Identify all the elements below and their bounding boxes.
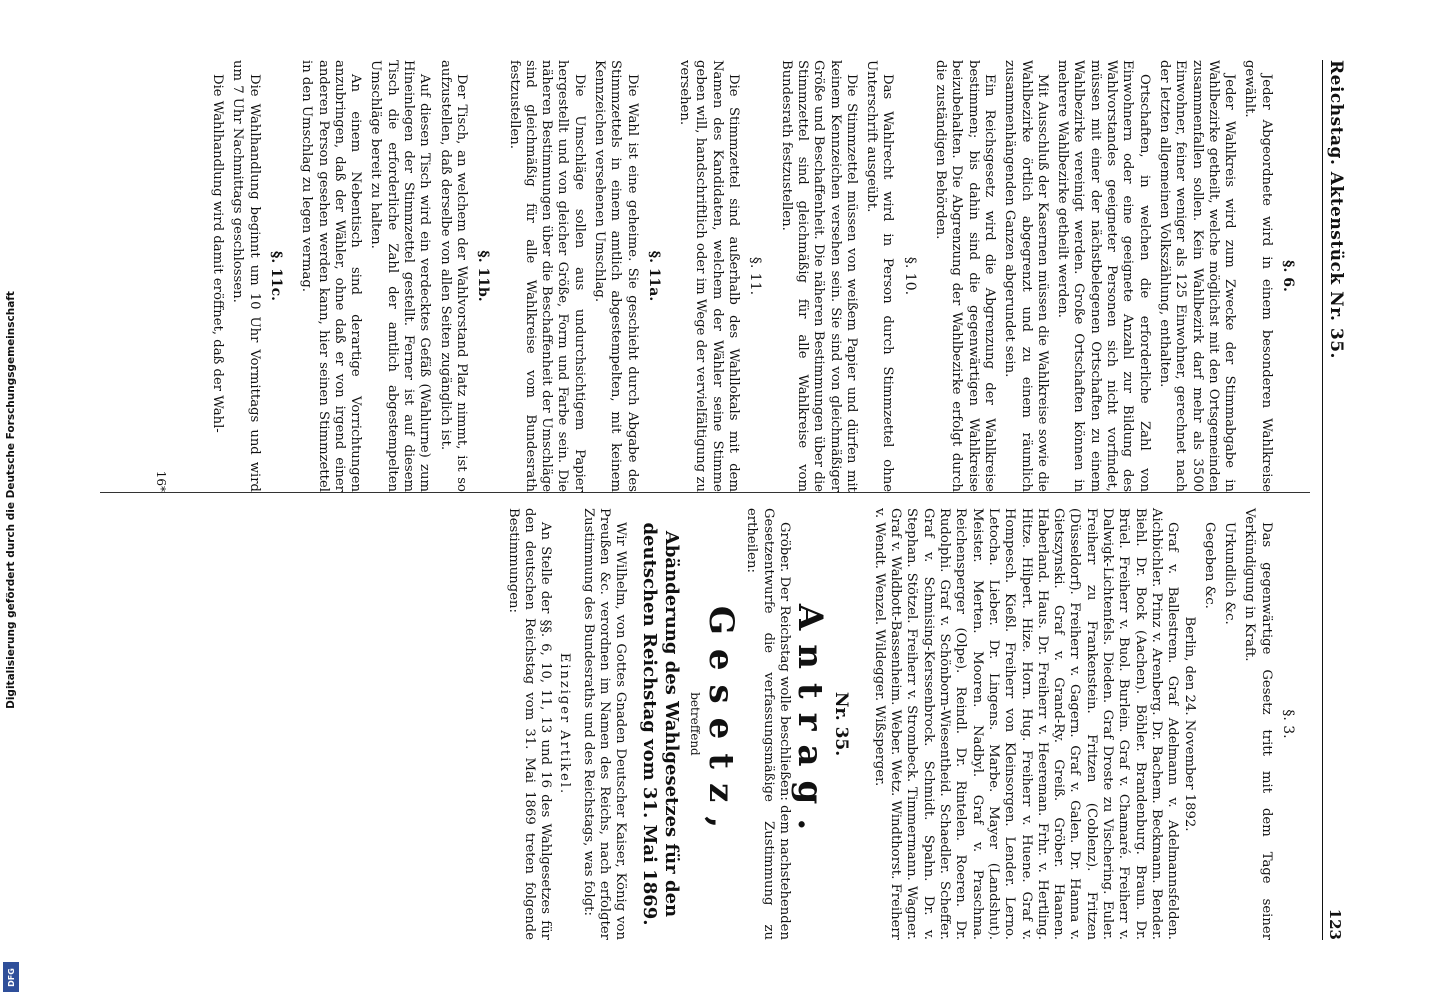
left-column: [152, 60, 1310, 492]
left-column-section-heading: §. 11b.: [475, 250, 492, 302]
page-title: Reichstag. Aktenstück Nr. 35.: [1326, 60, 1346, 359]
digitization-footer: [0, 0, 22, 1000]
footer-credit: Digitalisierung gefördert durch die Deutsche Forschungsgemeinschaft: [5, 291, 18, 709]
column-divider: [100, 492, 1310, 493]
page-signature-mark: 16*: [153, 470, 168, 492]
right-column-center-text: Berlin, den 24. November 1892.: [1181, 616, 1197, 832]
left-column-paragraph: Die Stimmzettel müssen von weißem Papier und dürfen mit keinem Kennzeichen versehen sein. Sie sind von gleichmäßiger Größe und Beschaffenheit. Die näheren Bestimmungen über die Stimmzettel sind gleichmäßig für alle Wahlkreise vom Bundesrath festzustellen.: [778, 60, 859, 492]
left-column-paragraph: Die Wahlhandlung beginnt um 10 Uhr Vormittags und wird um 7 Uhr Nachmittags geschlossen.: [230, 60, 262, 492]
right-column-paragraph: Graf v. Ballestrem. Graf Adelmann v. Adelmannsfelden. Aichbichler. Prinz v. Arenberg. Dr. Bachem. Beckmann. Bender. Biehl. Dr. Bock (Aachen). Böhler. Brandenburg. Braun. Dr. Brüel. Freiherr v. Buol. Burlein. Graf v. Chamaré. Freiherr v. Dalwigk-Lichtenfels. Dieden. Graf Droste zu Vischering. Euler. Freiherr zu Frankenstein. Fritzen (Coblenz). Fritzen (Düsseldorf). Freiherr v. Gagern. Graf v. Galen. Dr. Hanna v. Gietszynski. Graf v. Grand-Ry. Greiß. Gröber. Haanen. Haberland. Haus. Dr. Freiherr v. Heereman. Frhr. v. Hertling. Hitze. Hilpert. Hize. Horn. Hug. Freiherr v. Huene. Graf v. Hompesch. Kießl. Freiherr von Kleinsorgen. Lender. Lerno. Letocha. Lieber. Dr. Lingens. Marbe. Mayer (Landshut). Meister. Merten. Mooren. Nadbyl. Graf v. Praschma. Reichensperger (Olpe). Reindl. Dr. Rintelen. Roeren. Dr. Rudolphi. Graf v. Schönborn-Wiesentheid. Schaedler. Scheffer. Graf v. Schmising-Kerssenbrock. Schmidt. Spahn. Dr. v. Stephan. Stötzel. Freiherr v. Strombeck. Timmermann. Wagner. Graf v. Waldbott-Bassenheim. Weber. Wetz. Windthorst. Freiherr v. Wendt. Wenzel. Wildegger. Wißsperger.: [871, 508, 1181, 940]
right-column-small-text: betreffend: [687, 692, 702, 756]
dfg-logo-text: DFG: [6, 967, 16, 987]
right-column-big-text: Antrag.: [790, 603, 831, 845]
left-column-paragraph: Das Wahlrecht wird in Person durch Stimmzettel ohne Unterschrift ausgeübt.: [864, 60, 896, 492]
right-column-nr-text: Nr. 35.: [830, 691, 851, 757]
left-column-section-heading: §. 11c.: [267, 251, 284, 301]
right-column-paragraph: Das gegenwärtige Gesetz tritt mit dem Tage seiner Verkündigung in Kraft.: [1242, 508, 1274, 940]
left-column-paragraph: Auf diesen Tisch wird ein verdecktes Gefäß (Wahlurne) zum Hineinlegen der Stimmzettel gestellt. Ferner ist auf diesem Tisch die erforderliche Zahl der amtlich abgestempelten Umschläge bereit zu halten.: [368, 60, 433, 492]
left-column-section-heading: §. 11a.: [645, 250, 662, 302]
left-column-paragraph: Ortschaften, in welchen die erforderliche Zahl von Einwohnern oder eine geeignete Anzahl zur Bildung des Wahlvorstandes geeigneter Personen sich nicht vorfindet, müssen mit einer der nächstbelegenen Ortschaften zu einem Wahlbezirke vereinigt werden. Große Ortschaften können in mehrere Wahlbezirke getheilt werden.: [1055, 60, 1152, 492]
right-column-sub-text: Abänderung des Wahlgesetzes für den deutschen Reichstag vom 31. Mai 1869.: [639, 522, 683, 926]
right-column-paragraph: Gröber. Der Reichstag wolle beschließen: dem nachstehenden Gesetzentwurfe die verfassungsmäßige Zustimmung zu ertheilen:: [744, 508, 792, 940]
left-column-paragraph: Mit Ausschluß der Kasernen müssen die Wahlkreise sowie die Wahlbezirke örtlich abgegrenzt und zu einem räumlich zusammenhängenden Ganzen abgerundet sein.: [1002, 60, 1050, 492]
left-column-section-heading: §. 11.: [747, 256, 764, 296]
dfg-logo: [3, 962, 19, 992]
left-column-paragraph: Die Wahlhandlung wird damit eröffnet, daß der Wahl-: [210, 74, 226, 433]
left-column-section-heading: §. 6.: [1280, 260, 1296, 292]
right-column: [500, 508, 1310, 940]
left-column-section-heading: §. 10.: [901, 256, 918, 296]
right-column-paragraph: Urkundlich &c.: [1222, 522, 1238, 625]
left-column-paragraph: Die Umschläge sollen aus undurchsichtigem Papier hergestellt und von gleicher Größe, Form und Farbe sein. Die näheren Bestimmungen über die Beschaffenheit der Umschläge sind gleichmäßig für alle Wahlkreise vom Bundesrath festzustellen.: [506, 60, 587, 492]
left-column-paragraph: Die Wahl ist eine geheime. Sie geschieht durch Abgabe des Stimmzettels in einem amtlich abgestempelten, mit keinem Kennzeichen versehenen Umschlag.: [592, 60, 640, 492]
left-column-paragraph: Jeder Abgeordnete wird in einem besonderen Wahlkreise gewählt.: [1242, 60, 1274, 492]
page-header: [1322, 60, 1362, 940]
left-column-paragraph: Jeder Wahlkreis wird zum Zwecke der Stimmabgabe in Wahlbezirke getheilt, welche möglichst mit den Ortsgemeinden zusammenfallen sollen. Kein Wahlbezirk darf mehr als 3500 Einwohner, feiner weniger als 125 Einwohner, gerechnet nach der letzten allgemeinen Volkszählung, enthalten.: [1156, 60, 1238, 492]
right-column-art-text: Einziger Artikel.: [556, 652, 572, 796]
right-column-paragraph: Wir Wilhelm, von Gottes Gnaden Deutscher Kaiser, König von Preußen &c. verordnen im Namen des Reichs, nach erfolgter Zustimmung des Bundesraths und des Reichstags, was folgt:: [580, 508, 629, 940]
left-column-paragraph: Die Stimmzettel sind außerhalb des Wahllokals mit dem Namen des Kandidaten, welchem der Wähler seine Stimme geben will, handschriftlich oder im Wege der vervielfältigung zu versehen.: [677, 60, 742, 492]
right-column-paragraph: Gegeben &c.: [1201, 522, 1217, 609]
right-column-paragraph: An Stelle der §§. 6, 10, 11, 13 und 16 des Wahlgesetzes für den deutschen Reichstag vom 31. Mai 1869 treten folgende Bestimmungen:: [505, 508, 554, 940]
left-column-paragraph: Der Tisch, an welchem der Wahlvorstand Platz nimmt, ist so aufzustellen, daß derselbe von allen Seiten zugänglich ist.: [437, 60, 469, 492]
right-column-section-heading: §. 3.: [1280, 709, 1296, 739]
page-number: 123: [1326, 908, 1344, 940]
left-column-paragraph: An einem Nebentisch sind derartige Vorrichtungen anzubringen, daß der Wähler, ohne daß er von irgend einer anderen Person gesehen werden kann, hier seinen Stimmzettel in den Umschlag zu legen vermag.: [299, 60, 364, 492]
right-column-big-text: Gesetz,: [701, 605, 742, 843]
left-column-paragraph: Ein Reichsgesetz wird die Abgrenzung der Wahlkreise bestimmen; bis dahin sind die gegenwärtigen Wahlkreise beizubehalten. Die Abgrenzung der Wahlbezirke erfolgt durch die zuständigen Behörden.: [933, 60, 997, 492]
